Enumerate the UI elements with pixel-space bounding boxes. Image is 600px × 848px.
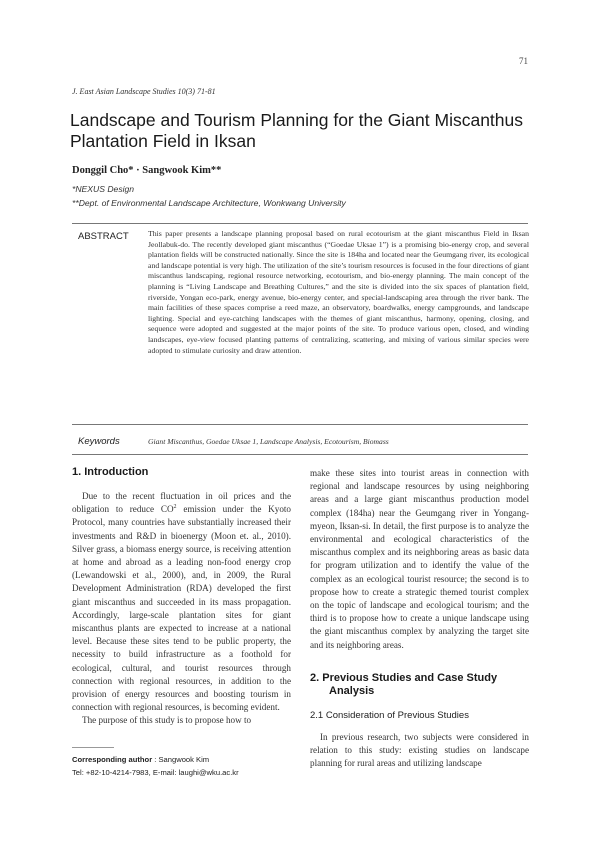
footnote-rule [72, 747, 114, 748]
corresponding-author [72, 755, 209, 764]
right-column [310, 467, 529, 652]
intro-paragraph-1 [72, 490, 291, 714]
paper-title: Landscape and Tourism Planning for the Giant Miscanthus Plantation Field in Iksan [70, 110, 524, 151]
section2-heading-line1: 2. Previous Studies and Case Study [310, 672, 498, 684]
keywords-bottom-rule [72, 454, 528, 455]
section2-paragraph-1: In previous research, two subjects were considered in relation to this study: existing studies on landscape planning for rural areas and utilizing landscape [310, 732, 529, 769]
journal-reference: J. East Asian Landscape Studies 10(3) 71-81 [72, 87, 216, 96]
section2-heading-line2: Analysis [329, 685, 375, 697]
intro-paragraph-2-continued: make these sites into tourist areas in connection with regional and landscape resources by using neighboring areas and a large giant miscanthus production model complex (184ha) near the Geumgang river in Yongang-myeon, Iksan-si. In detail, the first purpose is to analyze the environmental and ecological characteristics of the miscanthus complex and its neighboring areas as basic data for program utilization and to identify the value of the complex as an ecological tourist resource; the second is to propose how to create a strategic themed tourist complex on the topic of landscape and ecological tourism; and the third is to propose how to create a unique landscape using the giant miscanthus complex by analyzing the target site and its neighboring areas. [310, 468, 529, 650]
section2-body [310, 731, 529, 771]
subsection-heading-2-1: 2.1 Consideration of Previous Studies [310, 710, 469, 721]
corresponding-author-label: Corresponding author [72, 755, 153, 764]
author-contact: Tel: +82-10-4214-7983, E-mail: laughi@wku.ac.kr [72, 768, 239, 777]
abstract-top-rule [72, 223, 528, 224]
page-number: 71 [519, 56, 528, 66]
affiliation-1: *NEXUS Design [72, 184, 135, 194]
abstract-bottom-rule [72, 424, 528, 425]
keywords-text: Giant Miscanthus, Goedae Uksae 1, Landscape Analysis, Ecotourism, Biomass [148, 437, 389, 446]
intro-p1-rest: emission under the Kyoto Protocol, many countries have substantially increased their investments and R&D in bioenergy (Moon et. al., 2010). Silver grass, a biomass energy source, is receiving attention at home and abroad as a leading non-food energy crop (Lewandowski et al., 2000), and, in 2009, the Rural Development Administration (RDA) developed the first giant miscanthus and succeeded in its mass propagation. Accordingly, large-scale plantation sites for giant miscanthus plants are expected to increase at a national level. Because these sites tend to be public property, the necessity to build infrastructure as a foothold for ecological, cultural, and tourist resources through connection with regional resources, in addition to the provision of energy resources and boosting tourism in connection with regional resources, is becoming evident. [72, 504, 291, 713]
abstract-label: ABSTRACT [78, 231, 129, 242]
intro-paragraph-2-start: The purpose of this study is to propose how to [82, 715, 252, 726]
corresponding-author-name: : Sangwook Kim [152, 755, 210, 764]
author-list: Donggil Cho* · Sangwook Kim** [72, 165, 222, 176]
intro-p1-start: Due to the recent fluctuation in oil prices and the obligation to reduce CO [72, 491, 291, 515]
keywords-label: Keywords [78, 436, 120, 447]
section-heading-previous-studies [310, 672, 497, 698]
left-column [72, 490, 291, 728]
section-heading-introduction: 1. Introduction [72, 466, 149, 478]
affiliation-2: **Dept. of Environmental Landscape Architecture, Wonkwang University [72, 198, 346, 208]
co2-subscript: 2 [173, 504, 177, 511]
abstract-text: This paper presents a landscape planning proposal based on rural ecotourism at the giant miscanthus Field in Iksan Jeollabuk-do. The recently developed giant miscanthus (“Goedae Uksae 1”) is a promising bio-energy crop, and several plantation fields will be constructed nationally. Since the site is 184ha and located near the Geumgang river, its ecological and landscape potential is very high. The utilization of the site’s tourism resources is focused in the four directions of giant miscanthus landscaping, regional resource networking, ecotourism, and bio-energy planning. The main concept of the planning is “Living Landscape and Breathing Cultures,” and the site is divided into the six spaces of plantation field, riverside, Yongan eco-park, energy avenue, bio-energy center, and special-landscaping area through the river bank. The main facilities of these spaces comprise a reed maze, an observatory, boardwalks, energy campgrounds, and landscape lighting. Special and eye-catching landscapes with the themes of giant miscanthus, harmony, opening, closing, and sequence were adopted and suggested at the major points of the site. To produce various open, closed, and winding landscapes, eye-view focused planting patterns of centralizing, scattering, and mixing of various similar species were adopted to stimulate curiosity and draw attention. [148, 229, 529, 355]
